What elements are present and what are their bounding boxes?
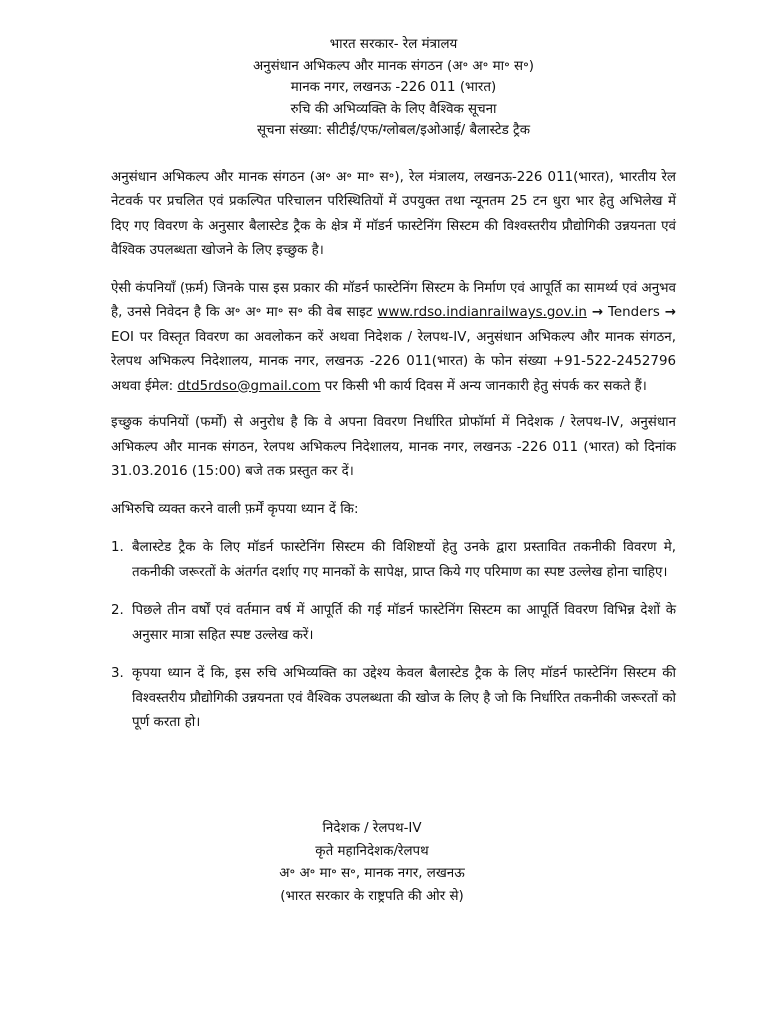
signature-on-behalf: कृते महानिदेशक/रेलपथ [315,843,429,859]
notice-document [111,34,676,750]
list-item [111,662,676,736]
list-item-number: 3. [111,666,124,681]
arrow-icon: → [664,305,676,320]
list-item [111,599,676,648]
signature-authority: (भारत सरकार के राष्ट्रपति की ओर से) [280,888,464,904]
header-organisation: अनुसंधान अभिकल्प और मानक संगठन (अ॰ अ॰ मा॰ स॰) [252,58,535,74]
list-item-number: 1. [111,540,124,555]
attention-paragraph: अभिरुचि व्यक्त करने वाली फ़र्में कृपया ध्यान दें कि: [111,501,359,517]
list-item-text: पिछले तीन वर्षों एवं वर्तमान वर्ष में आपूर्ति की गई मॉडर्न फास्टेनिंग सिस्टम का आपूर्ति विवरण विभिन्न देशों के अनुसार मात्रा सहित स्पष्ट उल्लेख करें। [132,603,676,643]
signature-block [252,818,492,908]
header-ministry: भारत सरकार- रेल मंत्रालय [329,37,458,52]
tenders-label: Tenders [607,305,660,320]
arrow-icon: → [591,305,604,320]
contact-text-b: पर विस्तृत विवरण का अवलोकन करें अथवा निदेशक / रेलपथ-IV, अनुसंधान अभिकल्प और मानक संगठन, रेलपथ अभिकल्प निदेशालय, मानक नगर, लखनऊ -226 011(भारत) के फोन संख्या +91-522-2452796 अथवा ईमेल: [111,329,676,394]
intro-paragraph: अनुसंधान अभिकल्प और मानक संगठन (अ॰ अ॰ मा॰ स॰), रेल मंत्रालय, लखनऊ-226 011(भारत), भारतीय रेल नेटवर्क पर प्रचलित एवं प्रकल्पित परिचालन परिस्थितियों में उपयुक्त तथा न्यूनतम 25 टन धुरा भार हेतु अभिलेख में दिए गए विवरण के अनुसार बैलास्टेड ट्रैक के क्षेत्र में मॉडर्न फास्टेनिंग सिस्टम की विश्वस्तरीय प्रौद्योगिकी उन्नयनता एवं वैश्विक उपलब्धता खोजने के लिए इच्छुक है। [111,169,676,258]
contact-paragraph [111,277,676,400]
header-notice-number: सूचना संख्या: सीटीई/एफ/ग्लोबल/इओआई/ बैलास्टेड ट्रैक [256,123,531,138]
header-address: मानक नगर, लखनऊ -226 011 (भारत) [290,80,497,95]
header-notice-title: रुचि की अभिव्यक्ति के लिए वैश्विक सूचना [290,101,497,117]
signature-designation: निदेशक / रेलपथ-IV [322,821,422,836]
list-item [111,536,676,585]
list-item-text: कृपया ध्यान दें कि, इस रुचि अभिव्यक्ति का उद्देश्य केवल बैलास्टेड ट्रैक के लिए मॉडर्न फास्टेनिंग सिस्टम की विश्वस्तरीय प्रौद्योगिकी उन्नयनता एवं वैश्विक उपलब्धता की खोज के लिए है जो कि निर्धारित तकनीकी जरूरतों को पूर्ण करता हो। [132,666,676,730]
contact-text-a: ऐसी कंपनियाँ (फ़र्म) जिनके पास इस प्रकार की मॉडर्न फास्टेनिंग सिस्टम के निर्माण एवं आपूर्ति का सामर्थ्य एवं अनुभव है, उनसे निवेदन है कि अ॰ अ॰ मा॰ स॰ की वेब साइट [111,280,676,320]
website-link[interactable]: www.rdso.indianrailways.gov.in [377,305,587,320]
eoi-label: EOI [111,329,134,345]
list-item-text: बैलास्टेड ट्रैक के लिए मॉडर्न फास्टेनिंग सिस्टम की विशिष्टयों हेतु उनके द्वारा प्रस्तावित तकनीकी विवरण मे, तकनीकी जरूरतों के अंतर्गत दर्शाए गए मानकों के सापेक्ष, प्राप्त किये गए परिमाण का स्पष्ट उल्लेख होना चाहिए। [132,540,676,580]
notice-header [111,34,676,142]
list-item-number: 2. [111,603,124,618]
email-link[interactable]: dtd5rdso@gmail.com [177,378,321,394]
submission-paragraph: इच्छुक कंपनियों (फर्मों) से अनुरोध है कि वे अपना विवरण निर्धारित प्रोफॉर्मा में निदेशक / रेलपथ-IV, अनुसंधान अभिकल्प और मानक संगठन, रेलपथ अभिकल्प निदेशालय, मानक नगर, लखनऊ -226 011 (भारत) को दिनांक 31.03.2016 (15:00) बजे तक प्रस्तुत कर दें। [111,415,676,479]
points-list [111,536,676,736]
signature-address: अ॰ अ॰ मा॰ स॰, मानक नगर, लखनऊ [279,866,465,881]
contact-text-c: पर किसी भी कार्य दिवस में अन्य जानकारी हेतु संपर्क कर सकते हैं। [320,378,647,394]
